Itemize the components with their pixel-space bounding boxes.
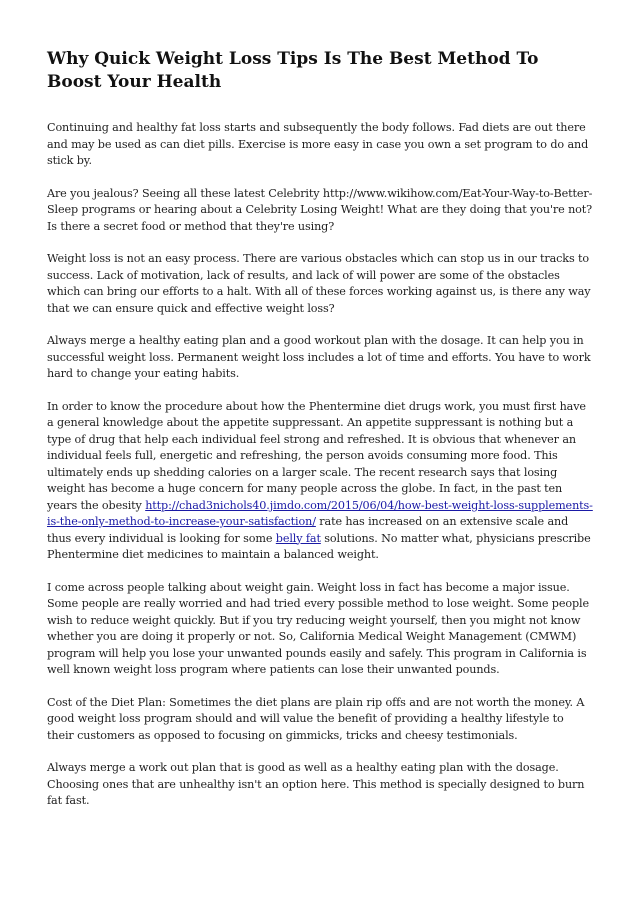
paragraph-5-text-middle: rate has increased on an extensive scale and thus every individual is looking for some [47, 515, 569, 545]
paragraph-5-text-before: In order to know the procedure about how the Phentermine diet drugs work, you must first have a general knowledge about the appetite suppressant. An appetite suppressant is nothing but a type of drug that help each individual feel strong and refreshed. It is obvious that whenever an individual feels full, energetic and refreshing, the person avoids consuming more food. This ultimately ends up shedding calories on a larger scale. The recent research says that losing weight has become a huge concern for many people across the globe. In fact, in the past ten years the obesity [47, 399, 586, 512]
paragraph-2: Are you jealous? Seeing all these latest Celebrity http://www.wikihow.com/Eat-Your-Way-to-Better-Sleep programs or hearing about a Celebrity Losing Weight! What are they doing that you're not? Is there a secret food or method that they're using? [47, 186, 593, 233]
obesity-link[interactable]: http://chad3nichols40.jimdo.com/2015/06/04/how-best-weight-loss-supplements-is-the-only-method-to-increase-your-satisfaction/ [47, 498, 593, 528]
paragraph-4: Always merge a healthy eating plan and a good workout plan with the dosage. It can help you in successful weight loss. Permanent weight loss includes a lot of time and efforts. You have to work hard to change your eating habits. [47, 334, 591, 380]
belly-fat-link[interactable]: belly fat [275, 531, 321, 545]
paragraph-7: Cost of the Diet Plan: Sometimes the diet plans are plain rip offs and are not worth the money. A good weight loss program should and will value the benefit of providing a healthy lifestyle to their customers as opposed to focusing on gimmicks, tricks and cheesy testimonials. [47, 695, 585, 742]
paragraph-5 [47, 399, 593, 564]
document-title: Why Quick Weight Loss Tips Is The Best Method To Boost Your Health [47, 49, 539, 92]
paragraph-3: Weight loss is not an easy process. There are various obstacles which can stop us in our tracks to success. Lack of motivation, lack of results, and lack of will power are some of the obstacles which can bring our efforts to a halt. With all of these forces working against us, is there any way that we can ensure quick and effective weight loss? [47, 252, 591, 315]
paragraph-6: I come across people talking about weight gain. Weight loss in fact has become a major issue. Some people are really worried and had tried every possible method to lose weight. Some people wish to reduce weight quickly. But if you try reducing weight yourself, then you might not know whether you are doing it properly or not. So, California Medical Weight Management (CMWM) program will help you lose your unwanted pounds easily and safely. This program in California is well known weight loss program where patients can lose their unwanted pounds. [47, 580, 589, 676]
paragraph-8: Always merge a work out plan that is good as well as a healthy eating plan with the dosage. Choosing ones that are unhealthy isn't an option here. This method is specially designed to burn fat fast. [47, 761, 585, 807]
document-page [47, 48, 593, 826]
paragraph-5-text-after: solutions. No matter what, physicians prescribe Phentermine diet medicines to maintain a balanced weight. [47, 531, 591, 561]
paragraph-1: Continuing and healthy fat loss starts and subsequently the body follows. Fad diets are out there and may be used as can diet pills. Exercise is more easy in case you own a set program to do and stick by. [47, 121, 589, 167]
